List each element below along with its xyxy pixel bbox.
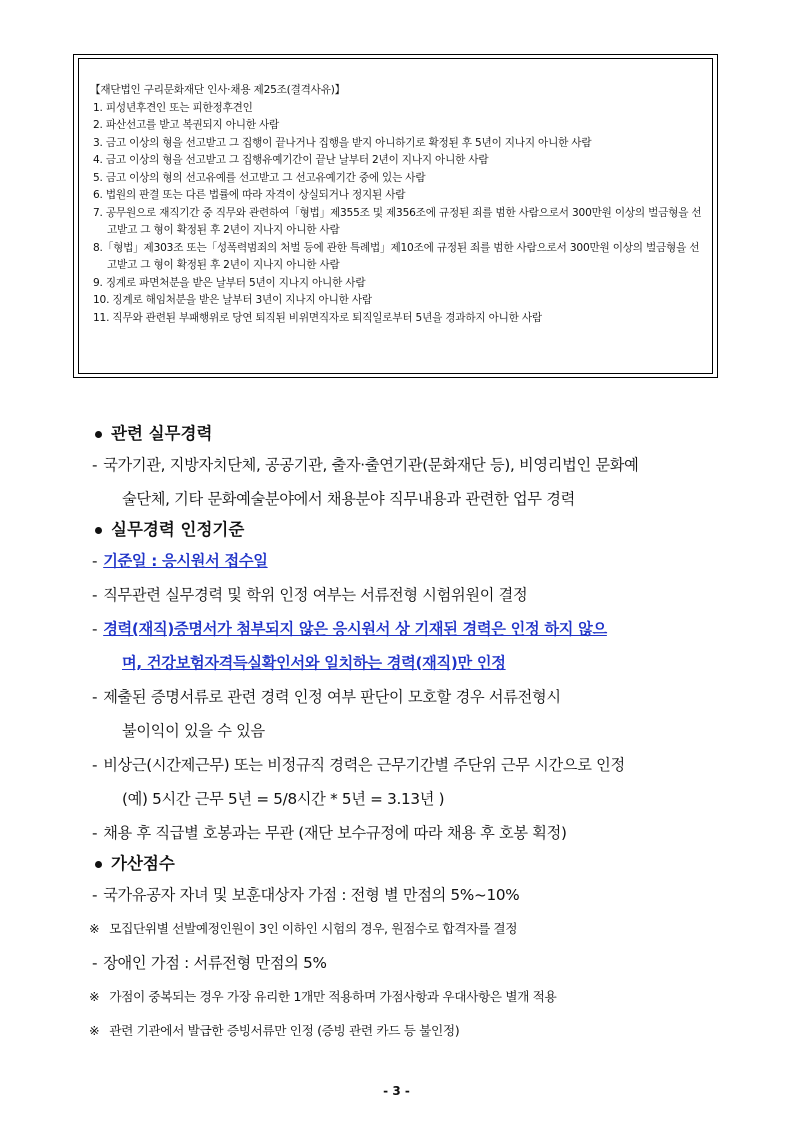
text-line: [92, 782, 732, 816]
text-line: [92, 680, 732, 714]
highlighted-text: 기준일 : 응시원서 접수일: [103, 552, 268, 570]
line-text: 술단체, 기타 문화예술분야에서 채용분야 직무내용과 관련한 업무 경력: [122, 490, 575, 508]
page-number: - 3 -: [383, 1084, 410, 1098]
box-item: 6. 법원의 판결 또는 다른 법률에 따라 자격이 상실되거나 정지된 사람: [93, 189, 406, 201]
note-text: 모집단위별 선발예정인원이 3인 이하인 시험의 경우, 원점수로 합격자를 결정: [109, 921, 518, 936]
text-line: [92, 946, 732, 980]
bullet-icon: [95, 431, 102, 438]
text-line: [92, 482, 732, 516]
box-title: 【재단법인 구리문화재단 인사·채용 제25조(결격사유)】: [90, 84, 346, 96]
text-line: [92, 448, 732, 482]
note-mark: ※: [89, 1023, 100, 1038]
dash-mark: -: [92, 620, 98, 638]
dash-mark: -: [92, 954, 98, 972]
text-line: [92, 578, 732, 612]
dash-mark: -: [92, 456, 98, 474]
line-text: 제출된 증명서류로 관련 경력 인정 여부 판단이 모호할 경우 서류전형시: [103, 688, 561, 706]
box-item: 3. 금고 이상의 형을 선고받고 그 집행이 끝나거나 집행을 받지 아니하기로 확정된 후 5년이 지나지 아니한 사람: [93, 136, 592, 149]
line-text: 직무관련 실무경력 및 학위 인정 여부는 서류전형 시험위원이 결정: [103, 586, 528, 604]
box-item: 11. 직무와 관련된 부패행위로 당연 퇴직된 비위면직자로 퇴직일로부터 5년을 경과하지 아니한 사람: [93, 311, 542, 324]
box-item: 7. 공무원으로 재직기간 중 직무와 관련하여「형법」제355조 및 제356조에 규정된 죄를 범한 사람으로서 300만원 이상의 벌금형을 선고받고 그 형이 확정된 후 2년이 지나지 아니한 사람: [93, 206, 702, 236]
main-content: [89, 420, 732, 1048]
note-text: 관련 기관에서 발급한 증빙서류만 인정 (증빙 관련 카드 등 불인정): [109, 1023, 460, 1038]
box-item: 5. 금고 이상의 형의 선고유예를 선고받고 그 선고유예기간 중에 있는 사람: [93, 171, 426, 184]
highlighted-text: 며, 건강보험자격득실확인서와 일치하는 경력(재직)만 인정: [122, 654, 506, 672]
bullet-icon: [95, 861, 102, 868]
line-text: 채용 후 직급별 호봉과는 무관 (재단 보수규정에 따라 채용 후 호봉 획정): [103, 824, 567, 842]
note-line: [89, 980, 732, 1014]
text-line: [92, 878, 732, 912]
section-heading-text: 실무경력 인정기준: [111, 520, 245, 539]
section-heading: [92, 850, 732, 878]
note-mark: ※: [89, 989, 100, 1004]
highlighted-text: 경력(재직)증명서가 첨부되지 않은 응시원서 상 기재된 경력은 인정 하지 않으: [103, 620, 607, 638]
text-line: [92, 748, 732, 782]
line-text: 불이익이 있을 수 있음: [122, 722, 265, 740]
box-item: 10. 징계로 해임처분을 받은 날부터 3년이 지나지 아니한 사람: [93, 294, 372, 306]
box-item: 1. 피성년후견인 또는 피한정후견인: [93, 101, 253, 114]
text-line: [92, 612, 732, 646]
line-text: 국가기관, 지방자치단체, 공공기관, 출자·출연기관(문화재단 등), 비영리법인 문화예: [103, 456, 639, 474]
section-heading: [92, 516, 732, 544]
text-line: [92, 714, 732, 748]
text-line: [92, 646, 732, 680]
box-item: 2. 파산선고를 받고 복권되지 아니한 사람: [93, 119, 280, 131]
note-mark: ※: [89, 921, 100, 936]
text-line: [92, 544, 732, 578]
dash-mark: -: [92, 586, 98, 604]
note-text: 가점이 중복되는 경우 가장 유리한 1개만 적용하며 가점사항과 우대사항은 별개 적용: [109, 989, 557, 1004]
box-item: 8.「형법」제303조 또는「성폭력범죄의 처벌 등에 관한 특례법」제10조에 규정된 죄를 범한 사람으로서 300만원 이상의 벌금형을 선고받고 그 형이 확정된 후 2년이 지나지 아니한 사람: [93, 241, 700, 271]
disqualification-box: [78, 58, 713, 374]
line-text: 국가유공자 자녀 및 보훈대상자 가점 : 전형 별 만점의 5%~10%: [103, 886, 520, 904]
box-item: 9. 징계로 파면처분을 받은 날부터 5년이 지나지 아니한 사람: [93, 276, 366, 289]
box-item: 4. 금고 이상의 형을 선고받고 그 집행유예기간이 끝난 날부터 2년이 지나지 아니한 사람: [93, 154, 489, 166]
note-line: [89, 1014, 732, 1048]
line-text: 비상근(시간제근무) 또는 비정규직 경력은 근무기간별 주단위 근무 시간으로 인정: [103, 756, 625, 774]
dash-mark: -: [92, 824, 98, 842]
line-text: (예) 5시간 근무 5년 = 5/8시간 * 5년 = 3.13년 ): [122, 790, 445, 808]
dash-mark: -: [92, 688, 98, 706]
dash-mark: -: [92, 756, 98, 774]
section-heading: [92, 420, 732, 448]
bullet-icon: [95, 527, 102, 534]
note-line: [89, 912, 732, 946]
dash-mark: -: [92, 552, 98, 570]
text-line: [92, 816, 732, 850]
line-text: 장애인 가점 : 서류전형 만점의 5%: [103, 954, 327, 972]
dash-mark: -: [92, 886, 98, 904]
section-heading-text: 가산점수: [111, 854, 175, 873]
section-heading-text: 관련 실무경력: [111, 424, 213, 443]
